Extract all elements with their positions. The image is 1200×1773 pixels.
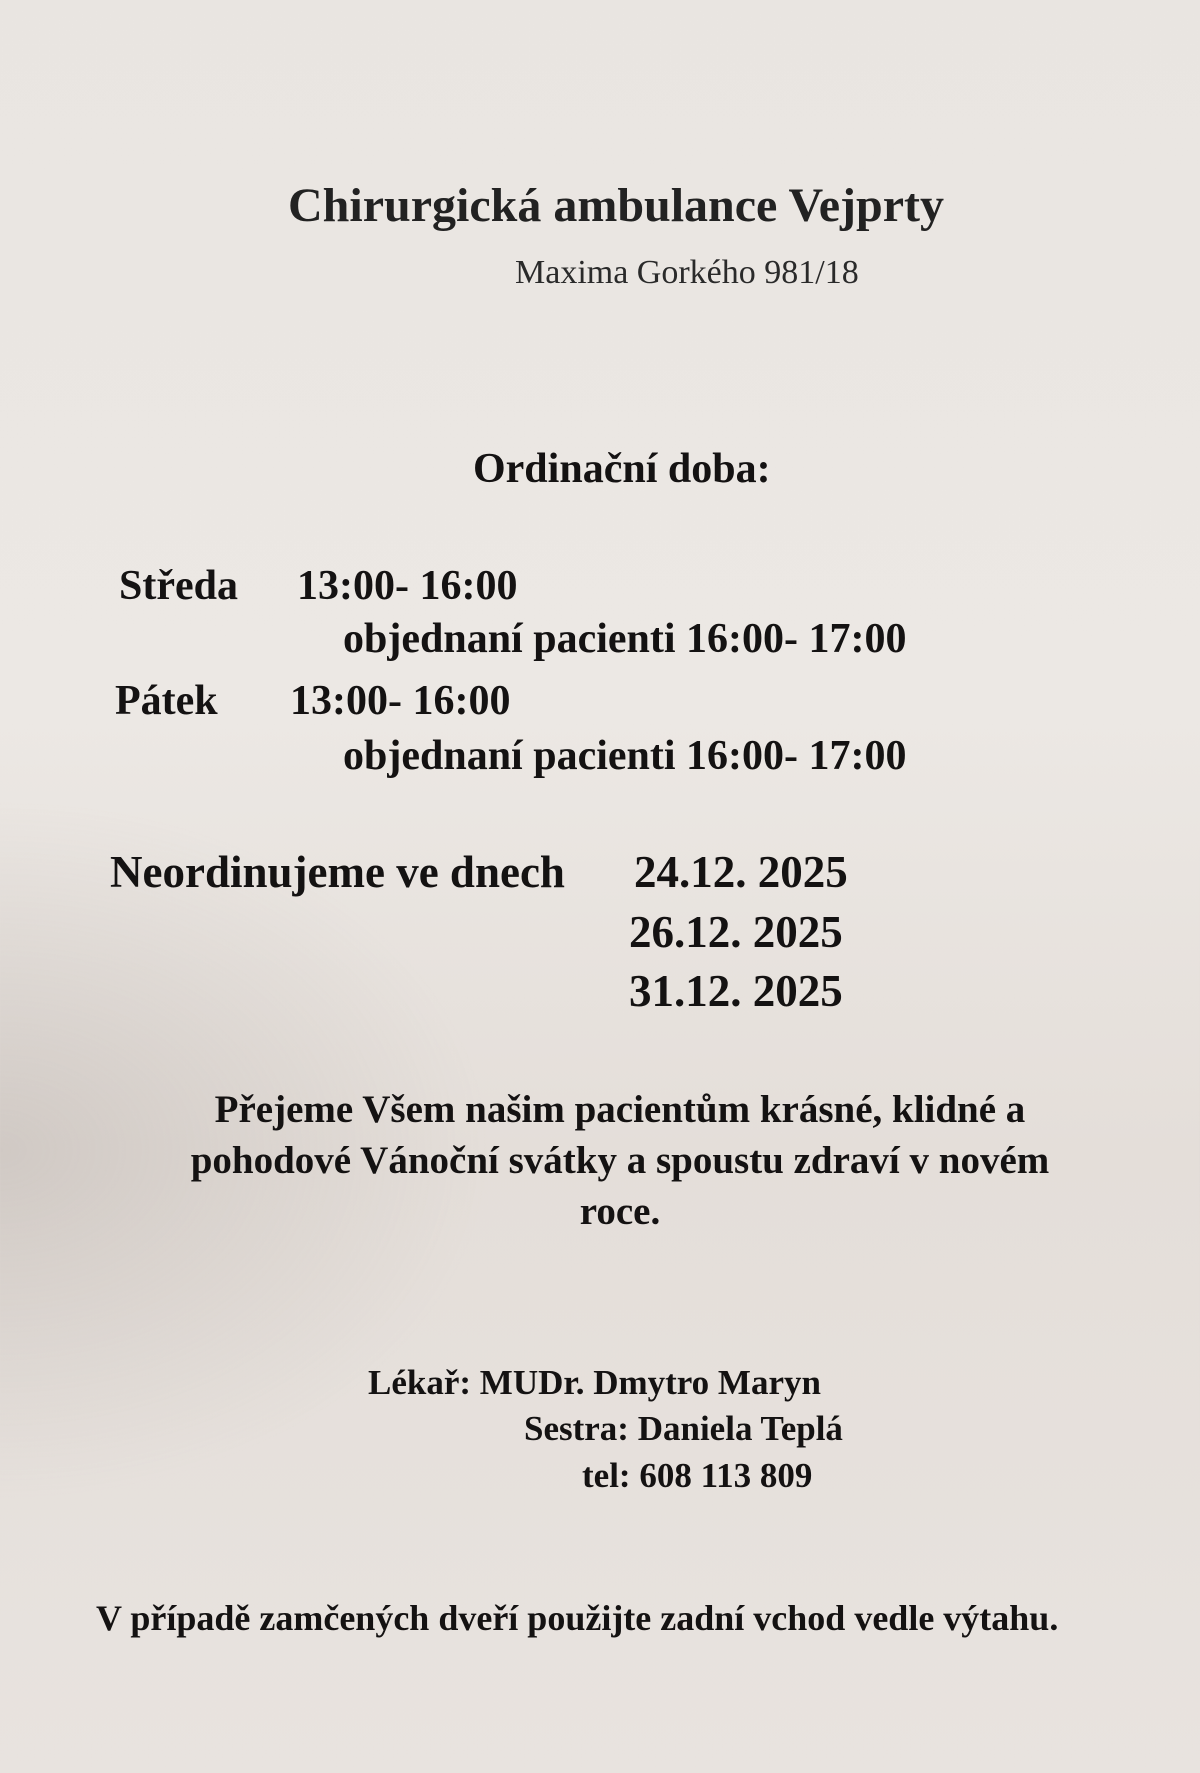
wishes-line: roce.	[579, 1190, 661, 1233]
wishes-line: Přejeme Všem našim pacientům krásné, klidné a	[214, 1088, 1026, 1131]
clinic-address: Maxima Gorkého 981/18	[515, 254, 859, 291]
closed-label	[110, 847, 565, 897]
clinic-title: Chirurgická ambulance Vejprty	[288, 179, 945, 232]
hours-heading: Ordinační doba:	[473, 446, 771, 492]
nurse-name: Sestra: Daniela Teplá	[524, 1409, 843, 1448]
day-wednesday: Středa	[119, 563, 238, 609]
closed-date: 26.12. 2025	[629, 907, 843, 957]
wednesday-appointments: objednaní pacienti 16:00- 17:00	[343, 616, 907, 662]
friday-hours: 13:00- 16:00	[290, 678, 511, 724]
closed-date: 24.12. 2025	[634, 847, 848, 897]
doctor-name: Lékař: MUDr. Dmytro Maryn	[368, 1363, 821, 1402]
day-friday: Pátek	[115, 678, 218, 724]
wishes-line: pohodové Vánoční svátky a spoustu zdraví v novém	[190, 1139, 1050, 1182]
closed-label-text: Neordinujeme ve dnech	[110, 847, 565, 897]
back-entrance-note: V případě zamčených dveří použijte zadní vchod vedle výtahu.	[96, 1598, 1059, 1638]
friday-appointments: objednaní pacienti 16:00- 17:00	[343, 733, 907, 779]
closed-date: 31.12. 2025	[629, 966, 843, 1016]
wednesday-hours: 13:00- 16:00	[297, 563, 518, 609]
phone-number: tel: 608 113 809	[582, 1456, 813, 1495]
